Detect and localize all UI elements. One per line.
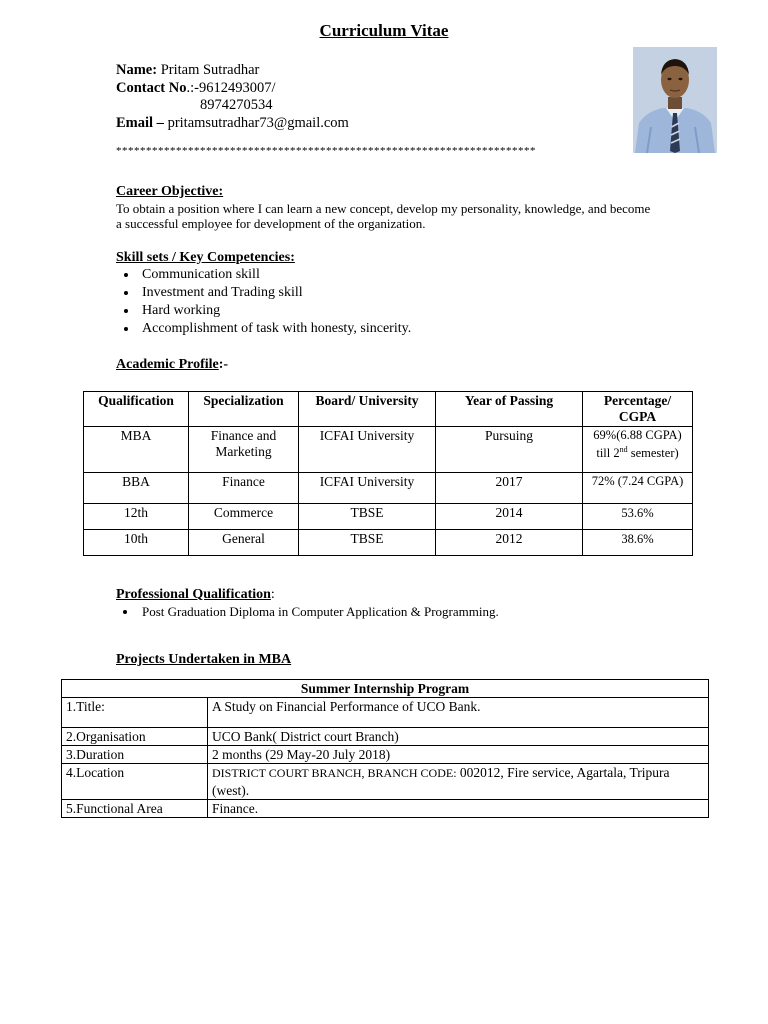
table-cell: TBSE: [299, 530, 436, 556]
table-row: [84, 504, 693, 530]
skills-list: [92, 266, 411, 338]
row-label: 2.Organisation: [62, 728, 208, 746]
column-header: Year of Passing: [436, 392, 583, 427]
email-label: Email –: [116, 114, 164, 131]
contact-line: [116, 80, 349, 98]
document-title: Curriculum Vitae: [319, 21, 449, 40]
phone-1: 9612493007/: [198, 79, 276, 96]
professional-list: [92, 603, 499, 621]
profile-photo-image: [633, 47, 717, 153]
contact-label: Contact No: [116, 79, 187, 96]
career-heading: Career Objective:: [116, 184, 224, 199]
row-value: A Study on Financial Performance of UCO Bank.: [208, 698, 709, 728]
career-text: To obtain a position where I can learn a new concept, develop my personality, knowledge, and become a successful employee for development of the organization.: [116, 201, 651, 231]
table-row: [84, 530, 693, 556]
location-value: 002012, Fire service, Agartala, Tripura (west).: [212, 765, 670, 798]
column-header: Board/ University: [299, 392, 436, 427]
skill-item: • Accomplishment of task with honesty, sincerity.: [138, 320, 411, 338]
name-line: [116, 62, 349, 80]
table-row: [62, 746, 709, 764]
table-row: [84, 473, 693, 504]
career-section: [116, 184, 656, 231]
table-row: [62, 800, 709, 818]
table-cell: Finance: [189, 473, 299, 504]
phone-2: 8974270534: [200, 97, 273, 113]
table-cell: 2012: [436, 530, 583, 556]
table-cell: 10th: [84, 530, 189, 556]
academic-table: [83, 391, 693, 556]
location-prefix: DISTRICT COURT BRANCH, BRANCH CODE:: [212, 766, 457, 780]
skills-heading: Skill sets / Key Competencies:: [116, 250, 295, 265]
table-cell: [583, 427, 693, 473]
skills-section: [116, 250, 411, 338]
academic-heading: Academic Profile: [116, 357, 219, 372]
email-line: [116, 115, 349, 133]
table-cell: Finance and Marketing: [189, 427, 299, 473]
academic-heading-suffix: :-: [218, 357, 229, 372]
table-row: [84, 427, 693, 473]
table-cell: General: [189, 530, 299, 556]
projects-table: [61, 679, 709, 818]
table-cell: BBA: [84, 473, 189, 504]
skill-item: • Hard working: [138, 302, 411, 320]
table-cell: ICFAI University: [299, 427, 436, 473]
professional-heading-line: [116, 585, 499, 603]
row-label: 3.Duration: [62, 746, 208, 764]
table-row: [62, 728, 709, 746]
academic-heading-line: [116, 355, 228, 373]
professional-item: • Post Graduation Diploma in Computer Application & Programming.: [138, 603, 499, 621]
row-value: UCO Bank( District court Branch): [208, 728, 709, 746]
table-row: [62, 764, 709, 800]
projects-table-title: Summer Internship Program: [62, 680, 709, 698]
table-cell: 38.6%: [583, 530, 693, 556]
professional-heading-suffix: :: [270, 587, 275, 602]
mba-percentage-sup: nd: [619, 444, 628, 454]
table-cell: 2017: [436, 473, 583, 504]
table-header-row: [84, 392, 693, 427]
contact-block: [116, 62, 349, 132]
mba-percentage: 69%(6.88 CGPA) till 2: [593, 428, 682, 460]
professional-heading: Professional Qualification: [116, 587, 271, 602]
table-cell: TBSE: [299, 504, 436, 530]
row-value: 2 months (29 May-20 July 2018): [208, 746, 709, 764]
column-header: Specialization: [189, 392, 299, 427]
profile-photo: [633, 47, 717, 153]
name-value: Pritam Sutradhar: [160, 62, 260, 78]
contact-separator: .:-: [186, 79, 199, 96]
projects-title-row: [62, 680, 709, 698]
table-cell: ICFAI University: [299, 473, 436, 504]
email-value: pritamsutradhar73@gmail.com: [167, 114, 349, 131]
professional-section: [116, 585, 499, 621]
table-cell: Commerce: [189, 504, 299, 530]
mba-percentage-tail: semester): [630, 445, 679, 460]
row-label: 5.Functional Area: [62, 800, 208, 818]
table-row: [62, 698, 709, 728]
skill-item: • Communication skill: [138, 266, 411, 284]
projects-heading: Projects Undertaken in MBA: [116, 652, 292, 667]
table-cell: Pursuing: [436, 427, 583, 473]
table-cell: 2014: [436, 504, 583, 530]
column-header: Qualification: [84, 392, 189, 427]
table-cell: 12th: [84, 504, 189, 530]
name-label: Name:: [116, 62, 158, 78]
column-header: Percentage/ CGPA: [583, 392, 693, 427]
row-value: Finance.: [208, 800, 709, 818]
table-cell: MBA: [84, 427, 189, 473]
row-label: 4.Location: [62, 764, 208, 800]
table-cell: 53.6%: [583, 504, 693, 530]
table-cell: 72% (7.24 CGPA): [583, 473, 693, 504]
separator-line: **********************************************************************: [116, 145, 536, 157]
skill-item: • Investment and Trading skill: [138, 284, 411, 302]
row-value: [208, 764, 709, 800]
row-label: 1.Title:: [62, 698, 208, 728]
